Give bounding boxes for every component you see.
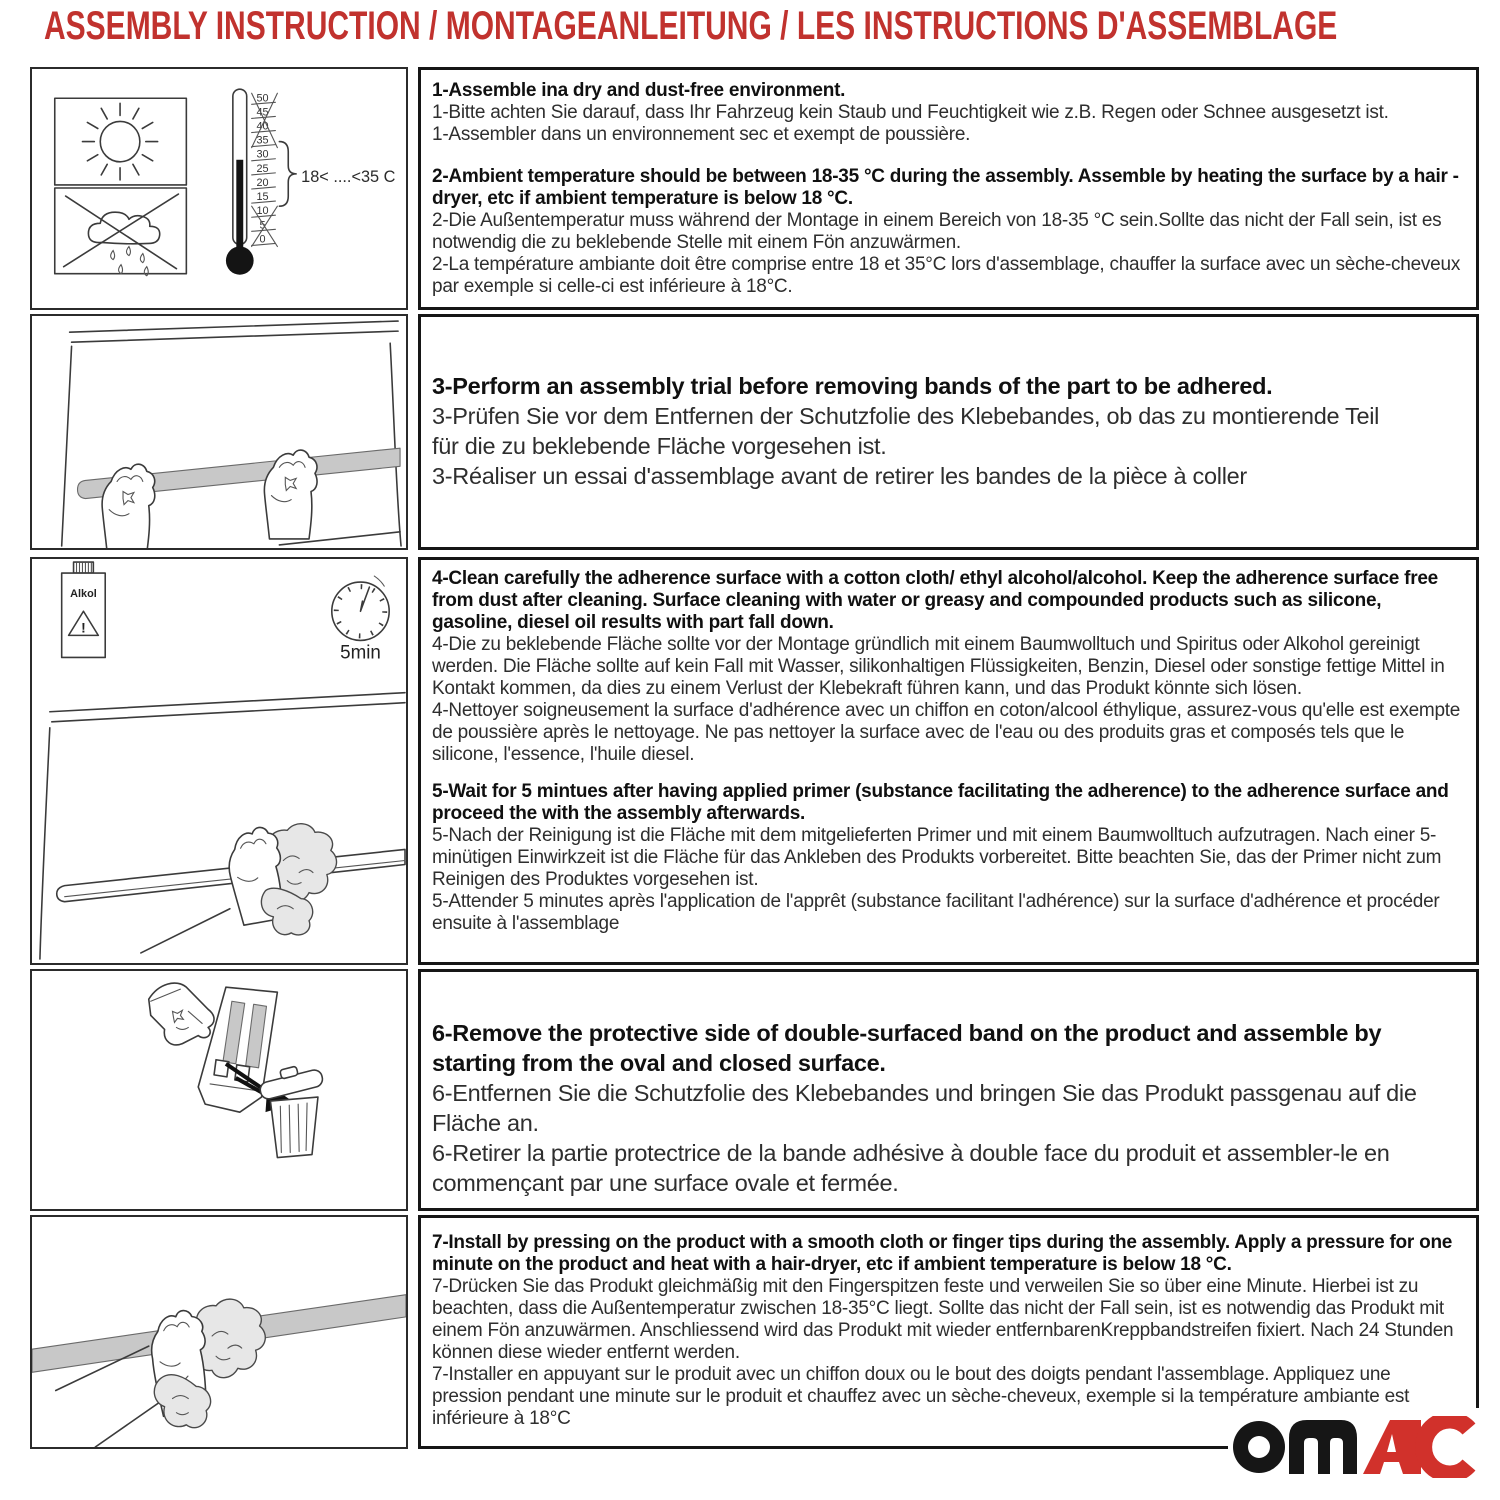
instruction-en-7: 7-Install by pressing on the product with a smooth cloth or finger tips during the assembly. Apply a pressure for one minute on the product and heat with a hair-dryer, etc if ambient temperature is below 18 °C. bbox=[432, 1232, 1453, 1275]
pressing-hand-icon bbox=[56, 1299, 266, 1447]
instruction-de-6: 6-Entfernen Sie die Schutzfolie des Klebebandes und bringen Sie das Produkt passgenau auf die Fläche an. bbox=[432, 1080, 1417, 1136]
instruction-de-1: 1-Bitte achten Sie darauf, dass Ihr Fahrzeug kein Staub und Feuchtigkeit wie z.B. Regen oder Schnee ausgesetzt ist. bbox=[432, 102, 1389, 123]
clock-label: 5min bbox=[340, 642, 381, 664]
press-product-illustration bbox=[32, 1217, 406, 1447]
illustration-cleaning-primer bbox=[30, 557, 408, 965]
left-hand-icon bbox=[102, 464, 155, 548]
illustration-press-product bbox=[30, 1215, 408, 1449]
instructions-step-1-2 bbox=[418, 67, 1479, 310]
instructions-step-6 bbox=[418, 969, 1479, 1211]
environment-illustration bbox=[32, 69, 406, 308]
svg-text:!: ! bbox=[81, 619, 86, 636]
instruction-en-2: 2-Ambient temperature should be between 18-35 °C during the assembly. Assemble by heating the surface by a hair -dryer, etc if ambient temperature is below 18 °C. bbox=[432, 166, 1459, 209]
scale-5: 5 bbox=[259, 219, 266, 232]
omac-logo-graphic bbox=[1233, 1416, 1483, 1478]
omac-logo bbox=[1228, 1408, 1488, 1486]
instruction-fr-5: 5-Attender 5 minutes après l'application de l'apprêt (substance facilitant l'adhérence) sur la surface d'adhérence et procéder ensuite à l'assemblage bbox=[432, 891, 1440, 934]
instruction-en-1: 1-Assemble ina dry and dust-free environment. bbox=[432, 80, 846, 101]
scale-40: 40 bbox=[256, 120, 269, 133]
remove-band-illustration bbox=[32, 971, 406, 1209]
wiping-hand-icon bbox=[223, 824, 337, 935]
instruction-fr-1: 1-Assembler dans un environnement sec et exempt de poussière. bbox=[432, 124, 971, 145]
omac-logo-om bbox=[1233, 1420, 1357, 1474]
clock-icon bbox=[332, 576, 389, 663]
instructions-step-3 bbox=[418, 314, 1479, 550]
scale-50: 50 bbox=[256, 92, 269, 105]
instruction-de-7: 7-Drücken Sie das Produkt gleichmäßig mit den Fingerspitzen feste und verweilen Sie so über eine Minute. Hierbei ist zu beachten, dass die Außentemperatur zwischen 18-35°C liegt. Sollte das nicht der Fall sein, ist es notwendig das Produkt mit einem Fön anzuwärmen. Anschliessend wird das Produkt mit wieder entfernbarenKreppbandstreifen fixiert. Nach 24 Stunden können diese wieder entfernt werden. bbox=[432, 1276, 1454, 1363]
instruction-de-5: 5-Nach der Reinigung ist die Fläche mit dem mitgelieferten Primer und mit einem Baumwolltuch aufzutragen. Nach einer 5-minütigen Einwirkzeit ist die Fläche für das Ankleben des Produkts vorbereitet. Bitte beachten Sie, das der Primer nicht zum Reinigen des Produktes vorgesehen ist. bbox=[432, 825, 1442, 890]
scale-20: 20 bbox=[256, 176, 269, 190]
scale-30: 30 bbox=[256, 148, 269, 161]
scale-25: 25 bbox=[256, 162, 269, 175]
thermometer-scale bbox=[252, 92, 276, 245]
range-brace bbox=[279, 142, 296, 207]
illustration-assembly-trial bbox=[30, 314, 408, 550]
scale-10: 10 bbox=[256, 205, 269, 218]
instruction-de-3: 3-Prüfen Sie vor dem Entfernen der Schutzfolie des Klebebandes, ob das zu montierende Teil für die zu beklebende Fläche vorgesehen ist. bbox=[432, 403, 1380, 459]
alcohol-bottle-icon bbox=[62, 562, 106, 657]
instruction-fr-6: 6-Retirer la partie protectrice de la bande adhésive à double face du produit et assembler-le en commençant par une surface ovale et fermée. bbox=[432, 1140, 1390, 1196]
page-title: ASSEMBLY INSTRUCTION / MONTAGEANLEITUNG / LES INSTRUCTIONS D'ASSEMBLAGE bbox=[44, 4, 1338, 48]
instruction-de-4: 4-Die zu beklebende Fläche sollte vor der Montage gründlich mit einem Baumwolltuch und Spiritus oder Alkohol gereinigt werden. Die Fläche sollte auf kein Fall mit Wasser, silikonhaltigen Flüssigkeiten, Benzin, Diesel oder sonstige fettige Mittel in Kontakt kommen, da dies zu einem Verlust der Klebekraft führen kann, und das Produkt könnte sich lösen. bbox=[432, 634, 1445, 699]
instruction-en-4: 4-Clean carefully the adherence surface with a cotton cloth/ ethyl alcohol/alcohol. Keep the adherence surface free from dust after cleaning. Surface cleaning with water or greasy and compounded products such as silicone, gasoline, diesel oil results with part fall down. bbox=[432, 568, 1438, 633]
car-door-icon bbox=[40, 693, 405, 959]
thermometer-icon bbox=[226, 89, 396, 275]
instructions-step-4-5 bbox=[418, 557, 1479, 965]
illustration-remove-band bbox=[30, 969, 408, 1211]
instruction-en-6: 6-Remove the protective side of double-surfaced band on the product and assemble by starting from the oval and closed surface. bbox=[432, 1020, 1382, 1076]
temp-range-label: 18< ....<35 C bbox=[301, 167, 396, 186]
scale-0: 0 bbox=[259, 233, 266, 246]
omac-logo-ac bbox=[1363, 1420, 1469, 1474]
instruction-en-3: 3-Perform an assembly trial before removing bands of the part to be adhered. bbox=[432, 373, 1273, 399]
peeling-hand-icon bbox=[149, 983, 214, 1045]
no-rain-icon bbox=[55, 188, 187, 276]
instruction-fr-2: 2-La température ambiante doit être comprise entre 18 et 35°C lors d'assemblage, chauffer la surface avec un sèche-cheveux par exemple si celle-ci est inférieure à 18°C. bbox=[432, 254, 1461, 297]
bottle-label: Alkol bbox=[70, 588, 97, 601]
illustration-environment-temperature bbox=[30, 67, 408, 310]
instruction-fr-3: 3-Réaliser un essai d'assemblage avant de retirer les bandes de la pièce à coller bbox=[432, 463, 1247, 489]
instruction-de-2: 2-Die Außentemperatur muss während der Montage in einem Bereich von 18-35 °C sein.Sollte das nicht der Fall sein, ist es notwendig die zu beklebende Stelle mit einem Fön anzuwärmen. bbox=[432, 210, 1442, 253]
assembly-trial-illustration bbox=[32, 316, 406, 548]
scale-15: 15 bbox=[256, 191, 269, 204]
instruction-fr-7: 7-Installer en appuyant sur le produit avec un chiffon doux ou le bout des doigts pendant l'assemblage. Appliquez une pression pendant une minute sur le produit et chauffez avec un sèche-cheveux, exemple si la température ambiante est inférieure à 18°C bbox=[432, 1364, 1410, 1429]
cleaning-illustration bbox=[32, 559, 406, 963]
instruction-en-5: 5-Wait for 5 mintues after having applied primer (substance facilitating the adherence) to the adherence surface and proceed the with the assembly afterwards. bbox=[432, 781, 1449, 824]
instruction-fr-4: 4-Nettoyer soigneusement la surface d'adhérence avec un chiffon en coton/alcool éthylique, assurez-vous qu'elle est exempte de poussière après le nettoyage. Ne pas nettoyer la surface avec de l'eau ou des produits gras et composés tels que le silicone, l'essence, l'huile diesel. bbox=[432, 700, 1461, 765]
sun-icon bbox=[55, 98, 187, 185]
scale-35: 35 bbox=[256, 134, 269, 147]
scale-45: 45 bbox=[256, 106, 269, 119]
